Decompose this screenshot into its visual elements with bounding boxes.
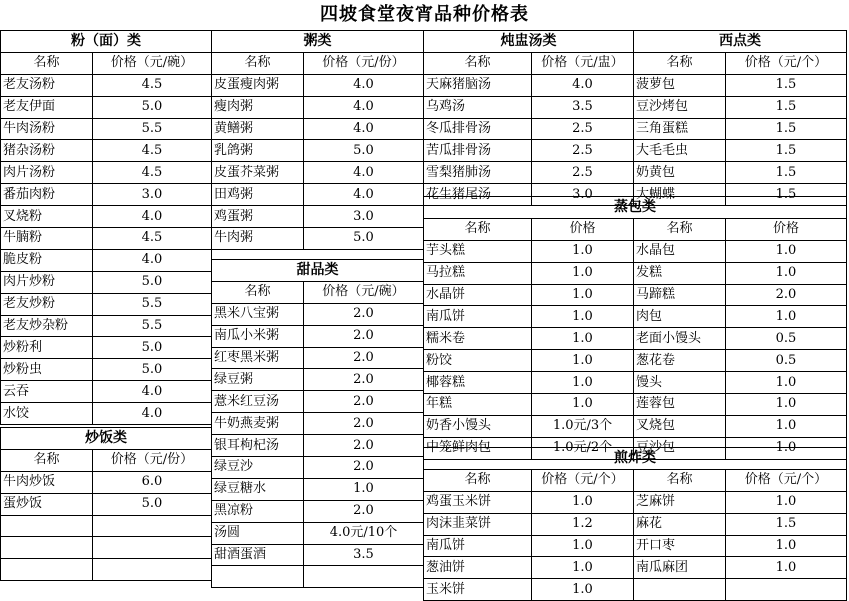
table-row <box>424 394 847 416</box>
item-price: 1.0 <box>532 306 634 328</box>
item-name: 水饺 <box>1 403 93 425</box>
item-price: 2.0 <box>726 284 847 306</box>
item-name: 豆沙包 <box>634 437 726 459</box>
table-row <box>1 337 212 359</box>
item-name: 牛奶燕麦粥 <box>212 413 304 435</box>
item-price: 4.5 <box>93 140 212 162</box>
item-name: 黄鳝粥 <box>212 118 304 140</box>
item-price: 5.0 <box>93 271 212 293</box>
item-price: 4.0 <box>304 96 424 118</box>
item-price: 3.0 <box>532 184 634 206</box>
item-name: 黑米八宝粥 <box>212 303 304 325</box>
item-name: 叉烧包 <box>634 415 726 437</box>
section-header-row <box>424 197 847 219</box>
table-row <box>424 262 847 284</box>
table-row <box>1 206 212 228</box>
table-row <box>1 359 212 381</box>
table-row <box>212 74 424 96</box>
item-name: 南瓜小米粥 <box>212 325 304 347</box>
section-header-row <box>424 31 634 53</box>
fen-table <box>0 30 212 425</box>
table-row <box>212 566 424 588</box>
item-name: 葱花卷 <box>634 350 726 372</box>
item-price: 1.0 <box>726 491 847 513</box>
item-price: 2.5 <box>532 162 634 184</box>
section-header: 炒饭类 <box>1 428 212 450</box>
tianpin-table <box>211 259 424 588</box>
item-name: 乳鸽粥 <box>212 140 304 162</box>
table-row <box>1 537 212 559</box>
item-price: 1.0 <box>726 557 847 579</box>
item-price: 1.0元/3个 <box>532 415 634 437</box>
item-price: 0.5 <box>726 328 847 350</box>
table-row <box>634 140 847 162</box>
item-price: 1.0 <box>726 240 847 262</box>
item-name: 肉沫韭菜饼 <box>424 513 532 535</box>
item-name: 牛肉粥 <box>212 228 304 250</box>
table-row <box>212 184 424 206</box>
zhengbao-table <box>423 196 847 460</box>
table-row <box>634 74 847 96</box>
table-row <box>212 96 424 118</box>
table-row <box>1 140 212 162</box>
table-row <box>424 328 847 350</box>
item-price: 4.0 <box>304 74 424 96</box>
item-name: 冬瓜排骨汤 <box>424 118 532 140</box>
sheet-title: 四坡食堂夜宵品种价格表 <box>320 4 529 25</box>
col-name-header: 名称 <box>634 469 726 491</box>
table-row <box>634 96 847 118</box>
table-row <box>1 96 212 118</box>
item-name: 南瓜饼 <box>424 535 532 557</box>
item-price: 5.0 <box>304 140 424 162</box>
item-name: 麻花 <box>634 513 726 535</box>
item-price: 2.0 <box>304 347 424 369</box>
table-row <box>424 350 847 372</box>
table-row <box>634 118 847 140</box>
section-header: 粥类 <box>212 31 424 53</box>
item-name: 牛腩粉 <box>1 228 93 250</box>
item-name: 绿豆糖水 <box>212 478 304 500</box>
item-price: 2.0 <box>304 457 424 479</box>
item-price: 1.0 <box>532 579 634 601</box>
item-name <box>634 579 726 601</box>
section-header-row <box>634 31 847 53</box>
col-price-header: 价格（元/碗） <box>304 281 424 303</box>
zhou-table <box>211 30 424 250</box>
table-row <box>212 413 424 435</box>
item-price: 4.0 <box>93 381 212 403</box>
item-price <box>93 515 212 537</box>
item-name: 莲蓉包 <box>634 394 726 416</box>
table-row <box>1 515 212 537</box>
col-price-header: 价格（元/个） <box>726 469 847 491</box>
item-name: 绿豆沙 <box>212 457 304 479</box>
item-price: 1.0 <box>532 535 634 557</box>
xidian-table <box>633 30 847 206</box>
item-name: 汤圆 <box>212 522 304 544</box>
col-price-header: 价格（元/盅） <box>532 52 634 74</box>
item-name <box>1 559 93 581</box>
col-name-header: 名称 <box>212 52 304 74</box>
item-price: 1.5 <box>726 184 847 206</box>
dunzhong-table <box>423 30 634 206</box>
table-row <box>212 162 424 184</box>
item-price: 2.0 <box>304 325 424 347</box>
item-price: 1.0 <box>532 328 634 350</box>
item-name: 薏米红豆汤 <box>212 391 304 413</box>
table-row <box>212 435 424 457</box>
table-row <box>424 240 847 262</box>
col-price-header: 价格（元/碗） <box>93 52 212 74</box>
table-row <box>1 315 212 337</box>
item-price: 2.0 <box>304 413 424 435</box>
item-name <box>1 515 93 537</box>
item-price: 1.0 <box>532 240 634 262</box>
item-price: 4.0 <box>304 118 424 140</box>
item-price: 3.0 <box>93 184 212 206</box>
item-price: 4.0 <box>93 403 212 425</box>
item-name: 肉片炒粉 <box>1 271 93 293</box>
item-price: 4.5 <box>93 228 212 250</box>
item-price: 3.5 <box>304 544 424 566</box>
column-header-row <box>634 52 847 74</box>
item-name: 老面小馒头 <box>634 328 726 350</box>
item-name: 花生猪尾汤 <box>424 184 532 206</box>
item-price: 3.5 <box>532 96 634 118</box>
item-name: 皮蛋瘦肉粥 <box>212 74 304 96</box>
item-name: 年糕 <box>424 394 532 416</box>
item-price: 1.0 <box>726 372 847 394</box>
item-price <box>93 537 212 559</box>
col-name-header: 名称 <box>212 281 304 303</box>
item-name <box>212 566 304 588</box>
table-row <box>212 206 424 228</box>
table-row <box>1 559 212 581</box>
item-price <box>304 566 424 588</box>
item-name: 老友炒粉 <box>1 293 93 315</box>
section-header: 粉（面）类 <box>1 31 212 53</box>
table-row <box>424 372 847 394</box>
item-price: 1.0 <box>726 415 847 437</box>
table-row <box>424 513 847 535</box>
item-price: 1.0 <box>532 557 634 579</box>
item-name: 发糕 <box>634 262 726 284</box>
item-price: 1.0 <box>532 394 634 416</box>
item-name: 乌鸡汤 <box>424 96 532 118</box>
item-name: 粉饺 <box>424 350 532 372</box>
item-name: 老友汤粉 <box>1 74 93 96</box>
item-name: 皮蛋芥菜粥 <box>212 162 304 184</box>
item-name: 叉烧粉 <box>1 206 93 228</box>
item-name: 馒头 <box>634 372 726 394</box>
table-row <box>1 74 212 96</box>
item-price: 0.5 <box>726 350 847 372</box>
jianzha-table <box>423 447 847 601</box>
table-row <box>1 471 212 493</box>
table-row <box>212 478 424 500</box>
item-name: 炒粉利 <box>1 337 93 359</box>
item-price: 5.5 <box>93 293 212 315</box>
table-row <box>634 162 847 184</box>
item-price: 5.5 <box>93 315 212 337</box>
item-price: 1.5 <box>726 162 847 184</box>
table-row <box>424 535 847 557</box>
col-name-header: 名称 <box>1 449 93 471</box>
item-price: 1.0 <box>532 284 634 306</box>
item-name: 开口枣 <box>634 535 726 557</box>
item-price: 4.0 <box>304 162 424 184</box>
col-price-header: 价格 <box>532 218 634 240</box>
table-row <box>212 303 424 325</box>
item-price: 1.0 <box>532 491 634 513</box>
item-price: 4.5 <box>93 74 212 96</box>
section-header-row <box>424 448 847 470</box>
item-price: 5.0 <box>93 359 212 381</box>
item-price: 1.0 <box>532 262 634 284</box>
table-row <box>424 557 847 579</box>
column-header-row <box>1 52 212 74</box>
table-row <box>212 500 424 522</box>
item-name: 雪梨猪肺汤 <box>424 162 532 184</box>
col-price-header: 价格（元/个） <box>532 469 634 491</box>
item-name: 玉米饼 <box>424 579 532 601</box>
item-price: 1.0 <box>726 306 847 328</box>
item-name: 肉片汤粉 <box>1 162 93 184</box>
item-price: 2.0 <box>304 369 424 391</box>
item-name: 马拉糕 <box>424 262 532 284</box>
table-row <box>212 522 424 544</box>
table-row <box>1 293 212 315</box>
section-header-row <box>212 260 424 282</box>
table-row <box>212 457 424 479</box>
table-row <box>212 391 424 413</box>
item-name: 鸡蛋玉米饼 <box>424 491 532 513</box>
item-name: 水晶包 <box>634 240 726 262</box>
item-price: 1.0 <box>726 437 847 459</box>
item-name: 马蹄糕 <box>634 284 726 306</box>
table-row <box>1 403 212 425</box>
item-name: 三角蛋糕 <box>634 118 726 140</box>
item-name: 绿豆粥 <box>212 369 304 391</box>
item-price: 4.5 <box>93 162 212 184</box>
item-price: 4.0 <box>93 206 212 228</box>
table-row <box>424 140 634 162</box>
column-header-row <box>424 218 847 240</box>
item-name: 云吞 <box>1 381 93 403</box>
column-header-row <box>212 281 424 303</box>
table-row <box>212 228 424 250</box>
section-header: 甜品类 <box>212 260 424 282</box>
item-price: 2.0 <box>304 303 424 325</box>
item-name: 芋头糕 <box>424 240 532 262</box>
section-header: 蒸包类 <box>424 197 847 219</box>
item-price: 5.0 <box>93 96 212 118</box>
item-name: 南瓜麻团 <box>634 557 726 579</box>
col-name-header: 名称 <box>634 218 726 240</box>
col-price-header: 价格（元/份） <box>93 449 212 471</box>
item-price: 4.0 <box>532 74 634 96</box>
item-price: 4.0 <box>304 184 424 206</box>
column-header-row <box>424 469 847 491</box>
section-header-row <box>1 31 212 53</box>
item-price: 1.0元/2个 <box>532 437 634 459</box>
item-price <box>93 559 212 581</box>
table-row <box>1 118 212 140</box>
item-name: 蛋炒饭 <box>1 493 93 515</box>
table-row <box>1 493 212 515</box>
item-name: 大蝴蝶 <box>634 184 726 206</box>
item-name: 水晶饼 <box>424 284 532 306</box>
item-price: 2.0 <box>304 391 424 413</box>
column-header-row <box>424 52 634 74</box>
item-name: 田鸡粥 <box>212 184 304 206</box>
table-row <box>1 228 212 250</box>
item-price: 1.5 <box>726 140 847 162</box>
col-name-header: 名称 <box>424 469 532 491</box>
item-name: 葱油饼 <box>424 557 532 579</box>
item-name: 中笼鲜肉包 <box>424 437 532 459</box>
section-header: 炖盅汤类 <box>424 31 634 53</box>
item-name: 糯米卷 <box>424 328 532 350</box>
col-price-header: 价格（元/份） <box>304 52 424 74</box>
item-name: 芝麻饼 <box>634 491 726 513</box>
item-name: 奶黄包 <box>634 162 726 184</box>
table-row <box>1 249 212 271</box>
table-row <box>424 306 847 328</box>
column-header-row <box>1 449 212 471</box>
table-row <box>424 491 847 513</box>
table-row <box>1 184 212 206</box>
item-price: 2.0 <box>304 435 424 457</box>
section-header: 煎炸类 <box>424 448 847 470</box>
item-name <box>1 537 93 559</box>
section-header-row <box>212 31 424 53</box>
item-name: 鸡蛋粥 <box>212 206 304 228</box>
item-name: 黑凉粉 <box>212 500 304 522</box>
item-price: 1.2 <box>532 513 634 535</box>
item-price: 5.0 <box>93 337 212 359</box>
item-price: 5.0 <box>93 493 212 515</box>
item-name: 番茄肉粉 <box>1 184 93 206</box>
item-price: 1.5 <box>726 96 847 118</box>
item-price: 1.0 <box>726 262 847 284</box>
item-price: 1.0 <box>304 478 424 500</box>
col-name-header: 名称 <box>1 52 93 74</box>
item-name: 南瓜饼 <box>424 306 532 328</box>
item-price: 1.0 <box>532 350 634 372</box>
table-row <box>424 96 634 118</box>
item-name: 红枣黑米粥 <box>212 347 304 369</box>
table-row <box>212 369 424 391</box>
item-price: 1.5 <box>726 513 847 535</box>
table-row <box>212 544 424 566</box>
table-row <box>1 381 212 403</box>
col-price-header: 价格（元/个） <box>726 52 847 74</box>
item-price: 2.0 <box>304 500 424 522</box>
item-name: 炒粉虫 <box>1 359 93 381</box>
table-row <box>1 162 212 184</box>
item-name: 天麻猪脑汤 <box>424 74 532 96</box>
item-price: 2.5 <box>532 118 634 140</box>
item-price: 1.0 <box>726 535 847 557</box>
item-name: 牛肉炒饭 <box>1 471 93 493</box>
table-row <box>424 74 634 96</box>
item-name: 老友伊面 <box>1 96 93 118</box>
item-price: 3.0 <box>304 206 424 228</box>
item-name: 甜酒蛋酒 <box>212 544 304 566</box>
table-row <box>212 140 424 162</box>
item-price: 1.5 <box>726 74 847 96</box>
column-header-row <box>212 52 424 74</box>
col-name-header: 名称 <box>424 218 532 240</box>
item-name: 大毛毛虫 <box>634 140 726 162</box>
table-row <box>424 579 847 601</box>
col-price-header: 价格 <box>726 218 847 240</box>
table-row <box>424 118 634 140</box>
table-row <box>424 284 847 306</box>
item-name: 猪杂汤粉 <box>1 140 93 162</box>
item-name: 菠萝包 <box>634 74 726 96</box>
item-price: 5.0 <box>304 228 424 250</box>
item-price: 2.5 <box>532 140 634 162</box>
item-price: 4.0元/10个 <box>304 522 424 544</box>
item-name: 牛肉汤粉 <box>1 118 93 140</box>
item-name: 脆皮粉 <box>1 249 93 271</box>
section-header: 西点类 <box>634 31 847 53</box>
table-row <box>212 118 424 140</box>
item-name: 苦瓜排骨汤 <box>424 140 532 162</box>
item-name: 老友炒杂粉 <box>1 315 93 337</box>
item-price: 1.0 <box>726 394 847 416</box>
item-price: 1.5 <box>726 118 847 140</box>
item-name: 豆沙烤包 <box>634 96 726 118</box>
section-header-row <box>1 428 212 450</box>
item-name: 椰蓉糕 <box>424 372 532 394</box>
item-name: 肉包 <box>634 306 726 328</box>
item-name: 瘦肉粥 <box>212 96 304 118</box>
item-price: 5.5 <box>93 118 212 140</box>
table-row <box>424 162 634 184</box>
item-price: 1.0 <box>532 372 634 394</box>
col-name-header: 名称 <box>634 52 726 74</box>
chaofan-table <box>0 427 212 581</box>
table-row <box>424 415 847 437</box>
table-row <box>212 347 424 369</box>
item-name: 奶香小馒头 <box>424 415 532 437</box>
item-price: 6.0 <box>93 471 212 493</box>
item-price <box>726 579 847 601</box>
col-name-header: 名称 <box>424 52 532 74</box>
item-price: 4.0 <box>93 249 212 271</box>
table-row <box>212 325 424 347</box>
table-row <box>1 271 212 293</box>
item-name: 银耳枸杞汤 <box>212 435 304 457</box>
